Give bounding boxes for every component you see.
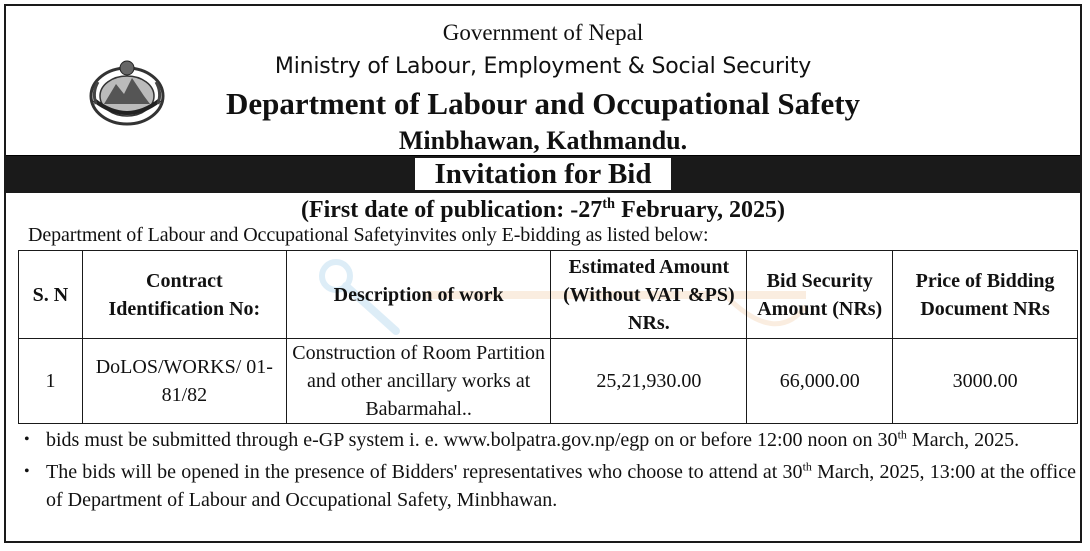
note-text-part: March, 2025. bbox=[906, 429, 1020, 451]
header-bid-security: Bid Security Amount (NRs) bbox=[747, 251, 893, 339]
bid-table bbox=[18, 250, 1078, 424]
publication-date-sup: th bbox=[602, 196, 616, 212]
note-text-part: March, 2025, 13:00 at the office of Department of Labour and Occupational Safety, Minbhawan. bbox=[46, 461, 1076, 511]
intro-text: Department of Labour and Occupational Safetyinvites only E-bidding as listed below: bbox=[28, 224, 709, 246]
bullet-icon: • bbox=[24, 431, 30, 448]
note-text bbox=[46, 426, 1019, 454]
department-title: Department of Labour and Occupational Safety bbox=[225, 86, 861, 121]
cell-bid-security: 66,000.00 bbox=[747, 339, 893, 424]
publication-date-rest: February, 2025) bbox=[615, 197, 786, 223]
bullet-icon: • bbox=[24, 463, 30, 480]
cell-document-price: 3000.00 bbox=[893, 339, 1078, 424]
note-sup: th bbox=[802, 459, 812, 474]
list-item bbox=[24, 426, 1076, 454]
notes-list bbox=[24, 426, 1076, 518]
table-row bbox=[19, 339, 1078, 424]
list-item bbox=[24, 458, 1076, 514]
ministry-line: Ministry of Labour, Employment & Social Security bbox=[274, 54, 812, 79]
table-header-row bbox=[19, 251, 1078, 339]
cell-description: Construction of Room Partition and other ancillary works at Babarmahal.. bbox=[286, 339, 551, 424]
note-text-part: The bids will be opened in the presence of Bidders' representatives who choose to attend at 30 bbox=[46, 461, 803, 483]
publication-date-prefix: (First date of publication: -27 bbox=[300, 197, 603, 223]
header-description: Description of work bbox=[286, 251, 551, 339]
note-sup: th bbox=[897, 427, 907, 442]
header-estimated-amount: Estimated Amount (Without VAT &PS) NRs. bbox=[551, 251, 747, 339]
cell-estimated-amount: 25,21,930.00 bbox=[551, 339, 747, 424]
banner-title: Invitation for Bid bbox=[415, 158, 671, 190]
header-document-price: Price of Bidding Document NRs bbox=[893, 251, 1078, 339]
location-line: Minbhawan, Kathmandu. bbox=[398, 126, 688, 155]
notice-frame bbox=[4, 4, 1082, 543]
header-sn: S. N bbox=[19, 251, 83, 339]
government-line: Government of Nepal bbox=[442, 20, 644, 45]
note-text bbox=[46, 458, 1076, 514]
publication-date bbox=[6, 197, 1080, 224]
cell-sn: 1 bbox=[19, 339, 83, 424]
header-contract-id: Contract Identification No: bbox=[82, 251, 286, 339]
note-text-part: bids must be submitted through e-GP system i. e. www.bolpatra.gov.np/egp on or before 12:00 noon on 30 bbox=[46, 429, 898, 451]
cell-contract-id: DoLOS/WORKS/ 01-81/82 bbox=[82, 339, 286, 424]
title-banner bbox=[6, 155, 1080, 193]
